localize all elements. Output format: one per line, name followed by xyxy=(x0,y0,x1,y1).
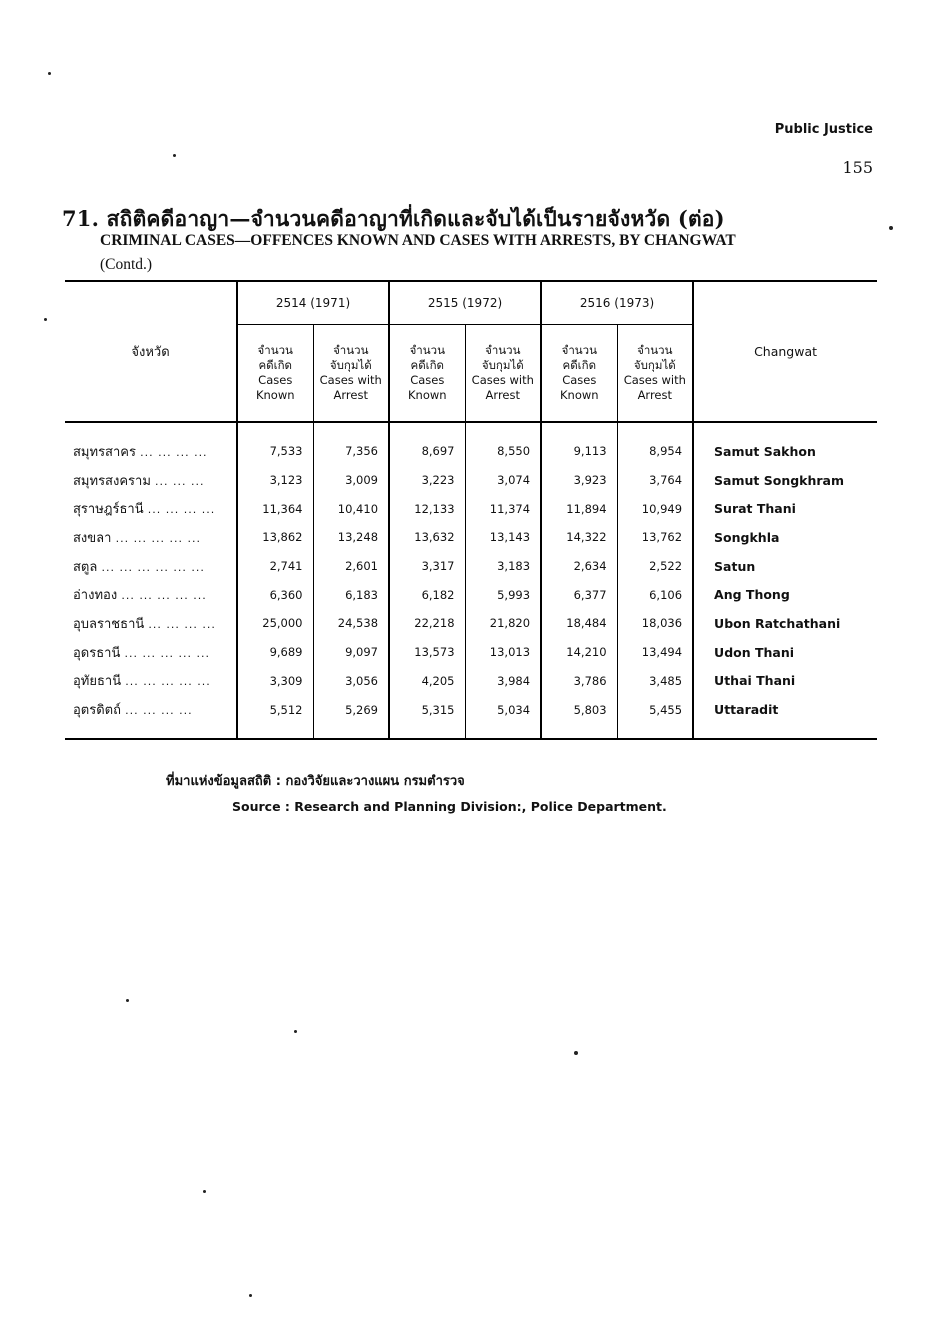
page-number: 155 xyxy=(842,158,873,177)
cases-arrest-cell: 3,009 xyxy=(313,466,389,495)
changwat-english-cell: Surat Thani xyxy=(693,494,877,523)
province-thai-name: อุดรธานี xyxy=(73,645,121,661)
year-header-1972: 2515 (1972) xyxy=(389,281,541,325)
cases-arrest-cell: 3,485 xyxy=(617,667,693,696)
province-thai-cell xyxy=(65,667,237,696)
scan-speck xyxy=(294,1030,297,1033)
cases-known-header xyxy=(541,325,617,423)
cases-known-cell: 5,803 xyxy=(541,695,617,739)
leader-dots: ... ... ... ... ... xyxy=(125,675,211,689)
cases-arrest-cell: 5,269 xyxy=(313,695,389,739)
cases-known-english-label: Cases Known xyxy=(407,373,447,402)
cases-known-cell: 9,689 xyxy=(237,638,313,667)
cases-arrest-cell: 8,550 xyxy=(465,422,541,466)
changwat-english-cell: Ubon Ratchathani xyxy=(693,609,877,638)
cases-arrest-cell: 11,374 xyxy=(465,494,541,523)
cases-arrest-cell: 13,143 xyxy=(465,523,541,552)
province-thai-name: สตูล xyxy=(73,559,98,575)
cases-arrest-cell: 3,056 xyxy=(313,667,389,696)
scan-speck xyxy=(249,1294,252,1297)
cases-known-thai-label: จำนวน คดีเกิด xyxy=(409,343,445,372)
table-row xyxy=(65,422,877,466)
leader-dots: ... ... ... ... xyxy=(125,704,193,718)
cases-known-cell: 13,632 xyxy=(389,523,465,552)
cases-arrest-cell: 13,494 xyxy=(617,638,693,667)
cases-known-cell: 13,573 xyxy=(389,638,465,667)
cases-known-cell: 11,894 xyxy=(541,494,617,523)
changwat-english-cell: Songkhla xyxy=(693,523,877,552)
table-row xyxy=(65,638,877,667)
cases-with-arrest-thai-label: จำนวน จับกุมได้ xyxy=(329,343,372,372)
province-thai-name: อุตรดิตถ์ xyxy=(73,703,121,719)
table-row xyxy=(65,667,877,696)
leader-dots: ... ... ... xyxy=(155,474,205,488)
province-thai-name: อ่างทอง xyxy=(73,588,118,604)
table-title-english: CRIMINAL CASES—OFFENCES KNOWN AND CASES WITH ARRESTS, BY CHANGWAT xyxy=(100,232,736,249)
changwat-column-header: Changwat xyxy=(693,281,877,422)
cases-known-cell: 11,364 xyxy=(237,494,313,523)
cases-known-cell: 18,484 xyxy=(541,609,617,638)
province-thai-cell xyxy=(65,466,237,495)
source-note-thai: ที่มาแห่งข้อมูลสถิติ : กองวิจัยและวางแผน กรมตำรวจ xyxy=(166,774,465,789)
cases-known-cell: 5,315 xyxy=(389,695,465,739)
table-title-contd: (Contd.) xyxy=(100,256,153,273)
changwat-english-cell: Ang Thong xyxy=(693,580,877,609)
leader-dots: ... ... ... ... ... xyxy=(124,646,210,660)
province-thai-name: อุบลราชธานี xyxy=(73,616,145,632)
cases-arrest-cell: 9,097 xyxy=(313,638,389,667)
cases-known-cell: 3,223 xyxy=(389,466,465,495)
province-thai-name: อุทัยธานี xyxy=(73,674,122,690)
changwat-english-cell: Udon Thani xyxy=(693,638,877,667)
scan-speck xyxy=(44,318,47,321)
cases-known-cell: 14,210 xyxy=(541,638,617,667)
cases-arrest-cell: 7,356 xyxy=(313,422,389,466)
cases-known-cell: 2,741 xyxy=(237,552,313,581)
cases-arrest-cell: 13,762 xyxy=(617,523,693,552)
table-row xyxy=(65,695,877,739)
year-header-1973: 2516 (1973) xyxy=(541,281,693,325)
changwat-english-cell: Uthai Thani xyxy=(693,667,877,696)
cases-arrest-cell: 6,183 xyxy=(313,580,389,609)
cases-arrest-cell: 13,013 xyxy=(465,638,541,667)
table-title-thai: 71. สถิติคดีอาญา—จำนวนคดีอาญาที่เกิดและจับได้เป็นรายจังหวัด (ต่อ) xyxy=(62,206,725,231)
cases-known-cell: 3,317 xyxy=(389,552,465,581)
year-header-1971: 2514 (1971) xyxy=(237,281,389,325)
cases-known-cell: 3,309 xyxy=(237,667,313,696)
scan-speck xyxy=(889,226,893,230)
cases-arrest-cell: 18,036 xyxy=(617,609,693,638)
province-column-header: จังหวัด xyxy=(65,281,237,422)
province-thai-cell xyxy=(65,422,237,466)
scan-speck xyxy=(173,154,176,157)
cases-arrest-cell: 24,538 xyxy=(313,609,389,638)
cases-arrest-cell: 13,248 xyxy=(313,523,389,552)
scan-speck xyxy=(126,999,129,1002)
cases-known-cell: 5,512 xyxy=(237,695,313,739)
leader-dots: ... ... ... ... ... xyxy=(115,531,202,545)
cases-with-arrest-english-label: Cases with Arrest xyxy=(471,373,534,402)
province-thai-cell xyxy=(65,695,237,739)
cases-arrest-cell: 5,993 xyxy=(465,580,541,609)
cases-with-arrest-header xyxy=(313,325,389,423)
cases-known-cell: 14,322 xyxy=(541,523,617,552)
province-thai-name: สงขลา xyxy=(73,530,112,546)
crime-statistics-table xyxy=(65,280,877,740)
source-note-english: Source : Research and Planning Division:, Police Department. xyxy=(232,799,667,814)
province-thai-name: สมุทรสงคราม xyxy=(73,473,151,489)
cases-with-arrest-header xyxy=(465,325,541,423)
cases-with-arrest-thai-label: จำนวน จับกุมได้ xyxy=(481,343,524,372)
cases-arrest-cell: 3,074 xyxy=(465,466,541,495)
cases-known-cell: 25,000 xyxy=(237,609,313,638)
section-header: Public Justice xyxy=(774,122,873,137)
province-thai-cell xyxy=(65,638,237,667)
cases-arrest-cell: 3,984 xyxy=(465,667,541,696)
cases-known-english-label: Cases Known xyxy=(255,373,295,402)
table-row xyxy=(65,494,877,523)
province-thai-name: สมุทรสาคร xyxy=(73,444,136,460)
cases-arrest-cell: 3,764 xyxy=(617,466,693,495)
cases-arrest-cell: 2,601 xyxy=(313,552,389,581)
cases-known-cell: 6,360 xyxy=(237,580,313,609)
cases-known-thai-label: จำนวน คดีเกิด xyxy=(561,343,597,372)
cases-arrest-cell: 3,183 xyxy=(465,552,541,581)
cases-with-arrest-english-label: Cases with Arrest xyxy=(319,373,382,402)
cases-arrest-cell: 5,455 xyxy=(617,695,693,739)
cases-arrest-cell: 21,820 xyxy=(465,609,541,638)
cases-known-header xyxy=(237,325,313,423)
province-thai-cell xyxy=(65,609,237,638)
table-row xyxy=(65,523,877,552)
cases-known-cell: 13,862 xyxy=(237,523,313,552)
cases-known-header xyxy=(389,325,465,423)
scan-speck xyxy=(203,1190,206,1193)
province-thai-cell xyxy=(65,552,237,581)
leader-dots: ... ... ... ... ... xyxy=(121,589,207,603)
leader-dots: ... ... ... ... xyxy=(148,617,216,631)
leader-dots: ... ... ... ... xyxy=(140,445,208,459)
province-thai-name: สุราษฎร์ธานี xyxy=(73,502,144,518)
scan-speck xyxy=(48,72,51,75)
cases-known-cell: 3,786 xyxy=(541,667,617,696)
cases-known-cell: 7,533 xyxy=(237,422,313,466)
cases-known-cell: 4,205 xyxy=(389,667,465,696)
leader-dots: ... ... ... ... xyxy=(147,503,216,517)
cases-arrest-cell: 10,410 xyxy=(313,494,389,523)
cases-known-cell: 9,113 xyxy=(541,422,617,466)
cases-known-cell: 8,697 xyxy=(389,422,465,466)
cases-known-thai-label: จำนวน คดีเกิด xyxy=(257,343,293,372)
cases-known-cell: 22,218 xyxy=(389,609,465,638)
table-row xyxy=(65,552,877,581)
cases-arrest-cell: 5,034 xyxy=(465,695,541,739)
cases-arrest-cell: 8,954 xyxy=(617,422,693,466)
cases-arrest-cell: 2,522 xyxy=(617,552,693,581)
cases-known-cell: 2,634 xyxy=(541,552,617,581)
changwat-english-cell: Samut Songkhram xyxy=(693,466,877,495)
cases-known-english-label: Cases Known xyxy=(560,373,599,402)
table-row xyxy=(65,466,877,495)
changwat-english-cell: Samut Sakhon xyxy=(693,422,877,466)
cases-known-cell: 3,923 xyxy=(541,466,617,495)
cases-known-cell: 6,182 xyxy=(389,580,465,609)
table-row xyxy=(65,580,877,609)
province-thai-cell xyxy=(65,523,237,552)
cases-with-arrest-header xyxy=(617,325,693,423)
cases-with-arrest-thai-label: จำนวน จับกุมได้ xyxy=(633,343,676,372)
scan-speck xyxy=(574,1051,578,1055)
changwat-english-cell: Satun xyxy=(693,552,877,581)
table-row xyxy=(65,609,877,638)
cases-with-arrest-english-label: Cases with Arrest xyxy=(623,373,686,402)
cases-known-cell: 6,377 xyxy=(541,580,617,609)
cases-arrest-cell: 10,949 xyxy=(617,494,693,523)
province-thai-cell xyxy=(65,580,237,609)
cases-arrest-cell: 6,106 xyxy=(617,580,693,609)
province-thai-cell xyxy=(65,494,237,523)
changwat-english-cell: Uttaradit xyxy=(693,695,877,739)
cases-known-cell: 12,133 xyxy=(389,494,465,523)
leader-dots: ... ... ... ... ... ... xyxy=(101,560,205,574)
cases-known-cell: 3,123 xyxy=(237,466,313,495)
